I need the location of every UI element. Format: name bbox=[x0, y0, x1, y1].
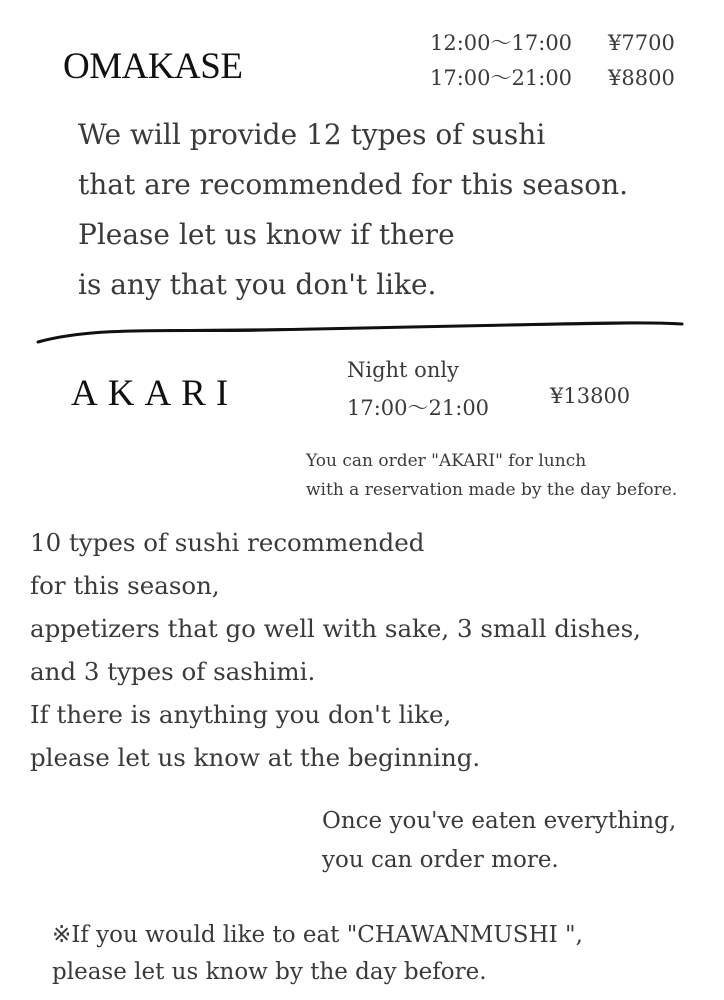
omakase-description-line: is any that you don't like. bbox=[78, 268, 437, 301]
akari-extra-order-line: you can order more. bbox=[322, 847, 559, 873]
omakase-price: ¥8800 bbox=[608, 66, 675, 90]
akari-description bbox=[30, 521, 641, 779]
omakase-title: OMAKASE bbox=[63, 46, 243, 87]
akari-description-line: appetizers that go well with sake, 3 small dishes, bbox=[30, 614, 641, 643]
akari-description-line: please let us know at the beginning. bbox=[30, 743, 481, 772]
akari-lunch-note-line: with a reservation made by the day before. bbox=[306, 480, 678, 500]
akari-lunch-note bbox=[306, 447, 677, 505]
omakase-time: 17:00～21:00 bbox=[430, 66, 573, 90]
akari-description-line: and 3 types of sashimi. bbox=[30, 657, 316, 686]
chawanmushi-note-line: please let us know by the day before. bbox=[52, 959, 487, 985]
chawanmushi-note-line: ※If you would like to eat "CHAWANMUSHI ", bbox=[52, 922, 583, 948]
omakase-time: 12:00～17:00 bbox=[430, 31, 573, 55]
omakase-description-line: that are recommended for this season. bbox=[78, 168, 629, 201]
akari-lunch-note-line: You can order "AKARI" for lunch bbox=[306, 451, 587, 471]
akari-description-line: If there is anything you don't like, bbox=[30, 700, 452, 729]
akari-schedule bbox=[347, 351, 489, 427]
chawanmushi-note bbox=[52, 917, 583, 991]
omakase-price: ¥7700 bbox=[608, 31, 675, 55]
brush-divider bbox=[36, 316, 686, 346]
akari-extra-order-line: Once you've eaten everything, bbox=[322, 808, 677, 834]
akari-description-line: for this season, bbox=[30, 571, 220, 600]
omakase-description-line: Please let us know if there bbox=[78, 218, 455, 251]
omakase-description-line: We will provide 12 types of sushi bbox=[78, 118, 546, 151]
akari-title: AKARI bbox=[71, 373, 239, 414]
akari-availability: Night only bbox=[347, 358, 459, 382]
akari-description-line: 10 types of sushi recommended bbox=[30, 528, 425, 557]
omakase-schedule bbox=[430, 26, 675, 96]
omakase-schedule-row bbox=[430, 61, 675, 96]
akari-price: ¥13800 bbox=[550, 384, 631, 408]
omakase-schedule-row bbox=[430, 26, 675, 61]
akari-extra-order-note bbox=[322, 802, 676, 880]
akari-time: 17:00～21:00 bbox=[347, 396, 490, 420]
omakase-description bbox=[78, 110, 628, 310]
